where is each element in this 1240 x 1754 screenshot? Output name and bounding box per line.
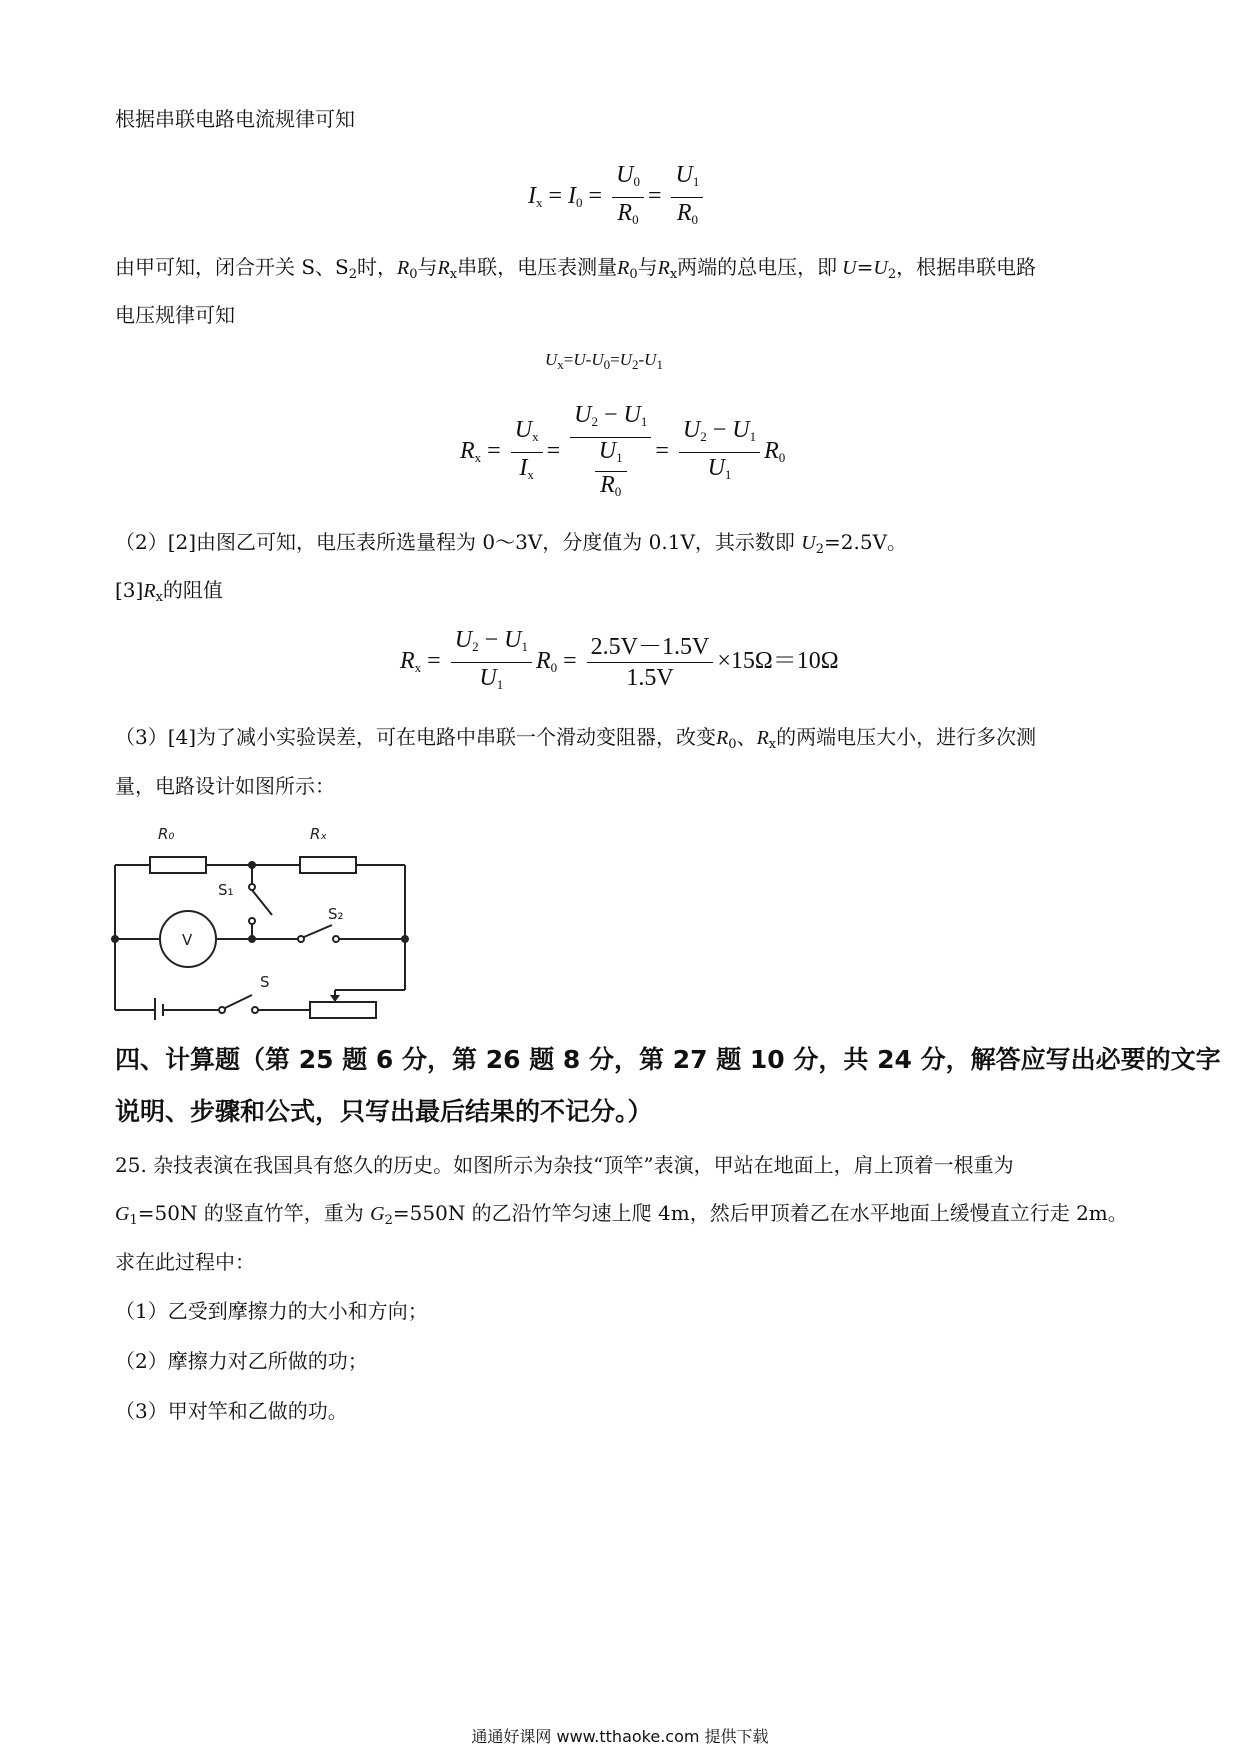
paragraph-series-cont: 电压规律可知 xyxy=(115,303,235,327)
resistor-rx xyxy=(300,857,356,873)
equation-result: $R_x$ = $\frac{U_2 - U_1}{U_1}$ $R_0$ = $\frac{2.5V-1.5V}{1.5V}$ ×15Ω＝10Ω xyxy=(400,627,839,692)
label-rx: Rₓ xyxy=(310,825,328,843)
label-s1: S₁ xyxy=(218,881,234,899)
paragraph-q4: （3）[4]为了减小实验误差，可在电路中串联一个滑动变阻器，改变$R_0$、$R_x$的两端电压大小，进行多次测 xyxy=(115,725,1037,752)
label-r0: R₀ xyxy=(158,825,175,843)
footer-text: 通通好课网 www.tthaoke.com 提供下载 xyxy=(471,1727,769,1746)
resistor-r0 xyxy=(150,857,206,873)
label-v: V xyxy=(182,931,193,949)
section-heading: 四、计算题（第 25 题 6 分，第 26 题 8 分，第 27 题 10 分，共 24 分，解答应写出必要的文字 xyxy=(115,1045,1221,1074)
circuit-diagram xyxy=(100,815,420,1020)
paragraph-q4-cont: 量，电路设计如图所示： xyxy=(115,774,335,798)
paragraph-series: 由甲可知，闭合开关 S、$S_2$时，$R_0$与$R_x$串联，电压表测量$R_0$与$R_x$两端的总电压，即 $U=U_2$，根据串联电路 xyxy=(115,255,1037,282)
subquestion-2: （2）摩擦力对乙所做的功； xyxy=(115,1349,368,1373)
subquestion-3: （3）甲对竿和乙做的功。 xyxy=(115,1399,348,1423)
problem-25-line2: $G_1=50N$ 的竖直竹竿，重为 $G_2=550N$ 的乙沿竹竿匀速上爬 4m，然后甲顶着乙在水平地面上缓慢直立行走 2m。 xyxy=(115,1201,1128,1228)
problem-25-line1: 25. 杂技表演在我国具有悠久的历史。如图所示为杂技“顶竿”表演，甲站在地面上，肩上顶着一根重为 xyxy=(115,1153,1014,1177)
label-s: S xyxy=(260,973,270,991)
problem-25-line3: 求在此过程中： xyxy=(115,1250,255,1274)
intro-line: 根据串联电路电流规律可知 xyxy=(115,107,355,131)
subquestion-1: （1）乙受到摩擦力的大小和方向； xyxy=(115,1299,428,1323)
paragraph-q3: $[3]R_x$的阻值 xyxy=(115,578,223,605)
equation-current: $I_x = I_0$ = $\frac{U_0}{R_0}$ = $\frac{U_1}{R_0}$ xyxy=(528,160,707,235)
rheostat xyxy=(310,1002,376,1018)
label-s2: S₂ xyxy=(328,905,344,923)
equation-resistance: $R_x$ = $\frac{U_x}{I_x}$ = $\frac{U_2 - U_1}{\frac{U_1}{R_0}}$ = $\frac{U_2 - U_1}{U_1}$ $R_0$ xyxy=(460,402,786,499)
equation-voltage: $U_x=U-U_0=U_2-U_1$ xyxy=(545,350,663,372)
section-heading-cont: 说明、步骤和公式，只写出最后结果的不记分。） xyxy=(115,1097,653,1126)
paragraph-q2: （2）[2]由图乙可知，电压表所选量程为 0～3V，分度值为 0.1V，其示数即 $U_2=2.5V$。 xyxy=(115,530,908,557)
